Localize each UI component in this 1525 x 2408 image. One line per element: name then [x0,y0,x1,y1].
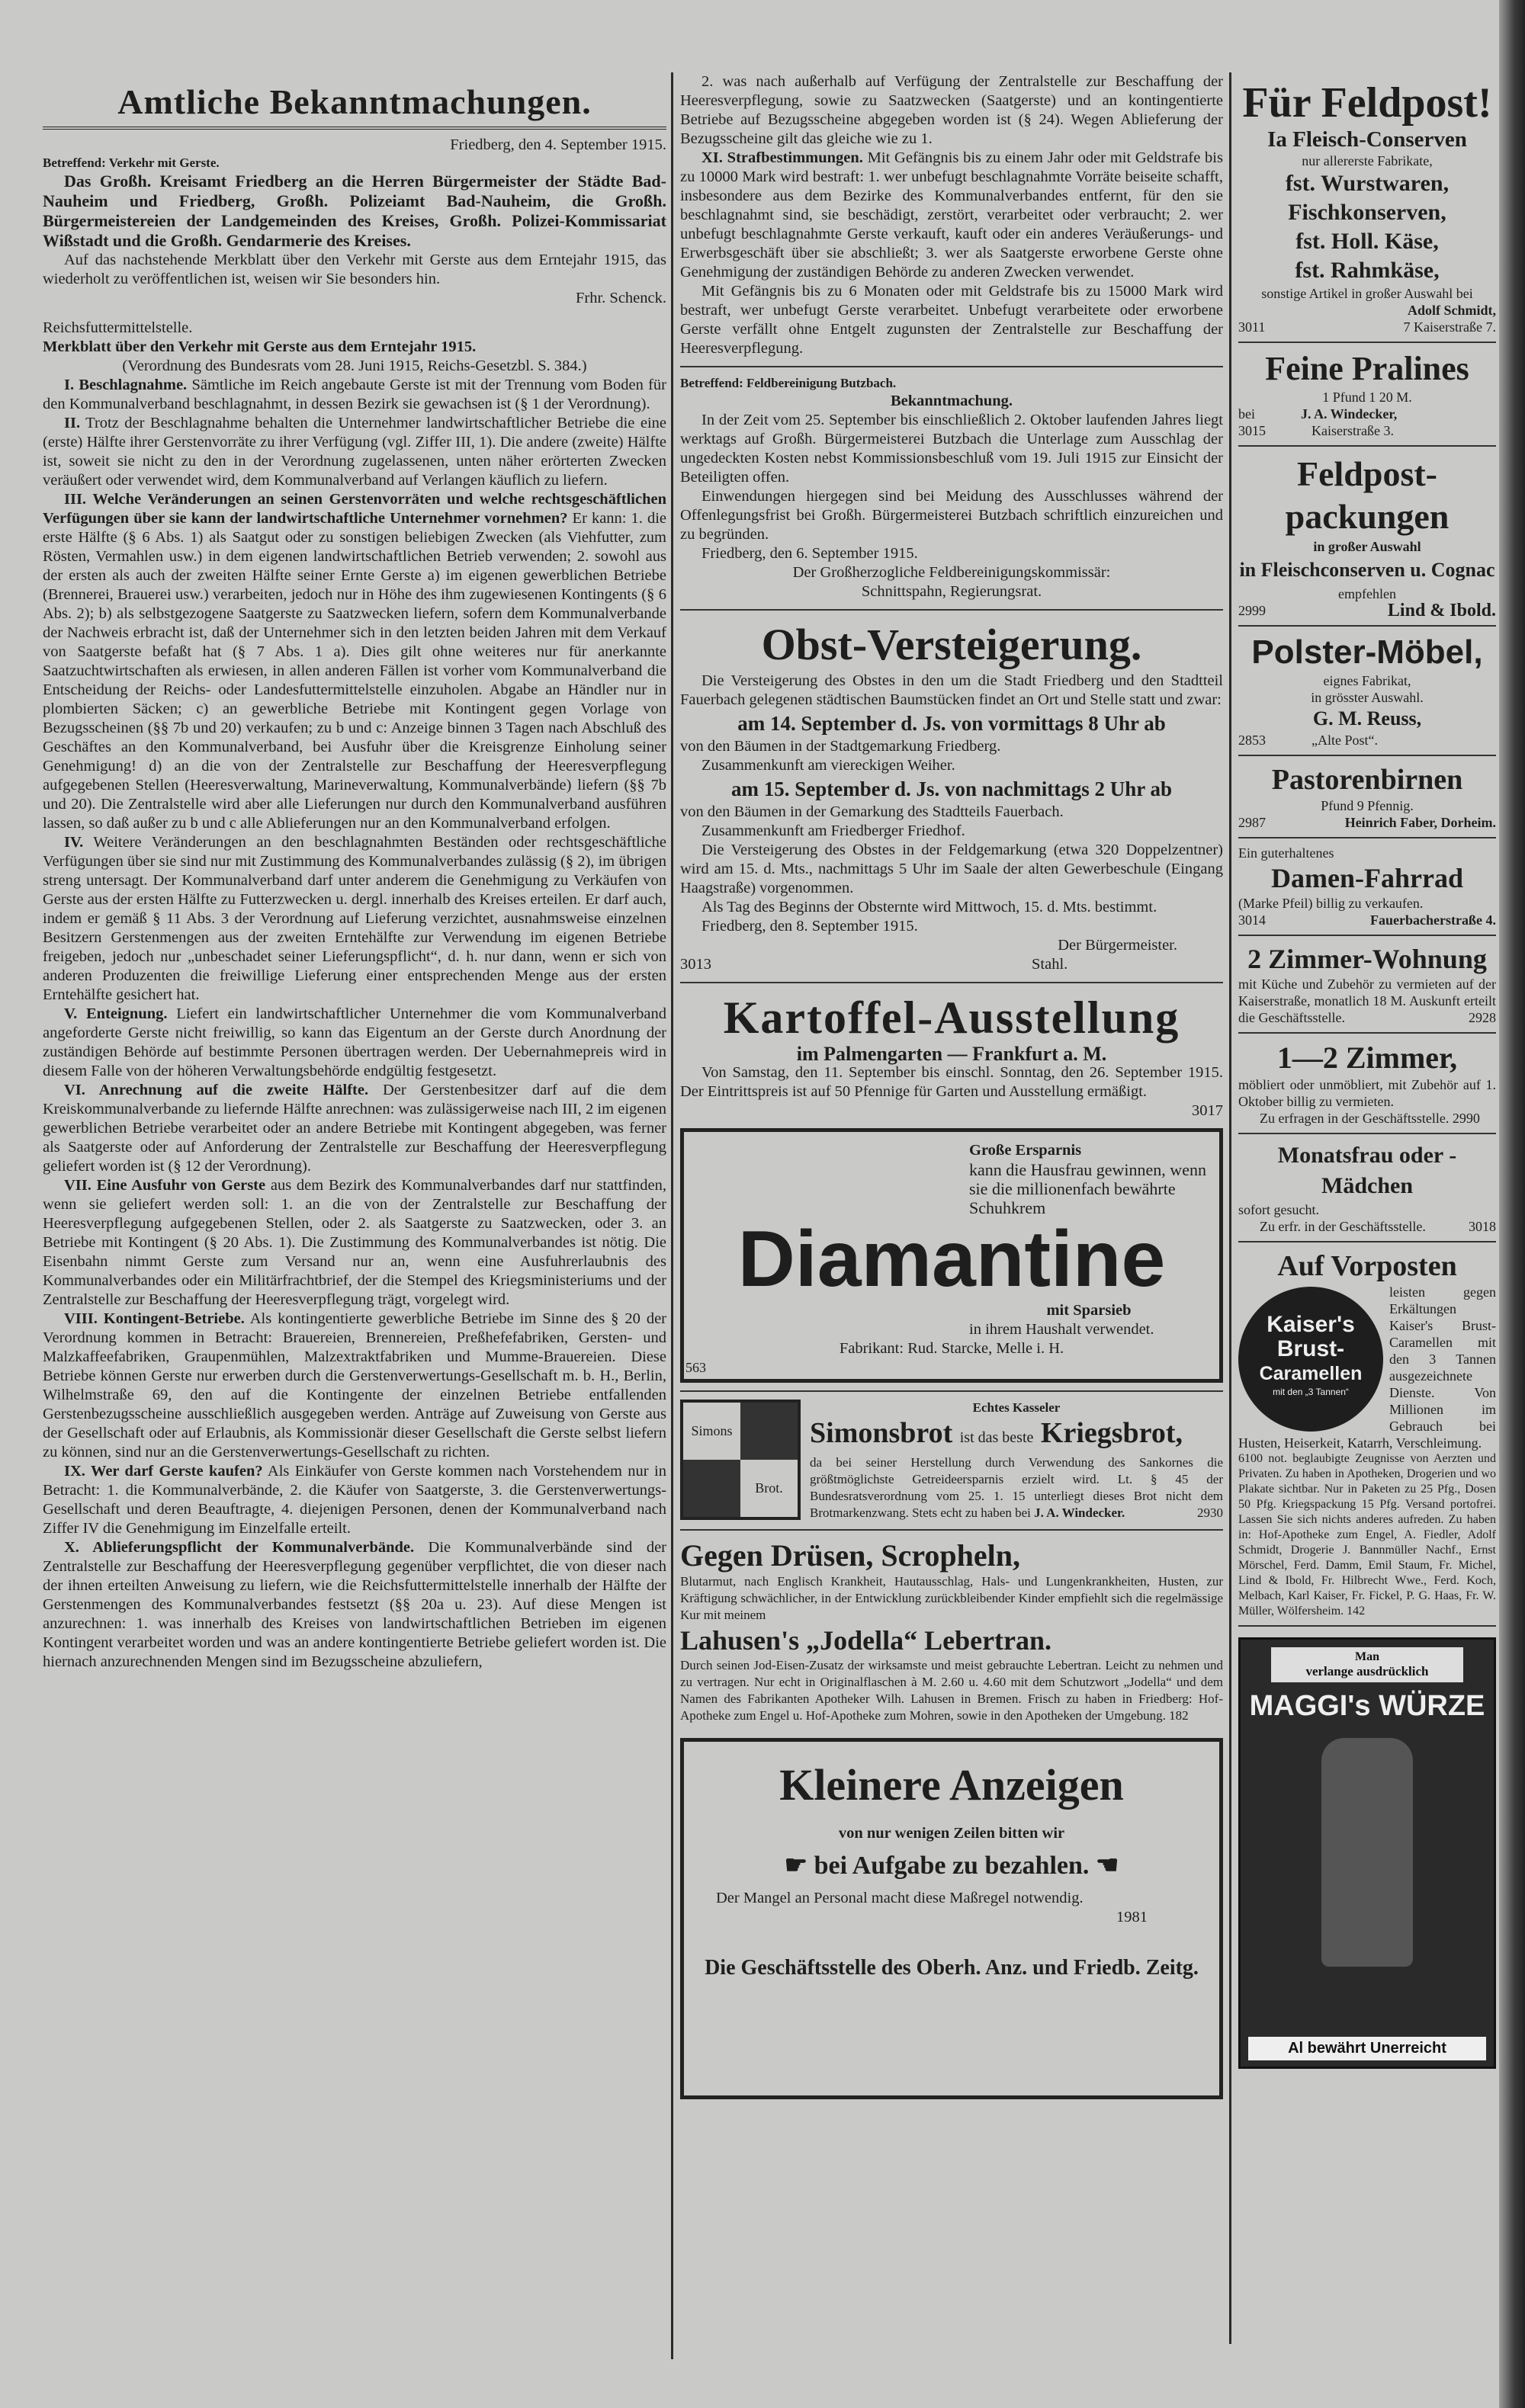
merkblatt-title: Merkblatt über den Verkehr mit Gerste aus dem Erntejahr 1915. [43,338,477,355]
section-head: III. Welche Veränderungen an seinen Gerstenvorräten und welche rechtsgeschäftlichen Verfügungen über sie kann der landwirtschaftliche Unternehmer vornehmen? [43,491,666,527]
ad-text: da bei seiner Herstellung durch Verwendung des Sankornes die größtmöglichste Getreideersparnis erzielt wird. Lt. § 45 der Bundesratsverordnung vom 25. 1. 15 unterliegt dieses Brot nicht dem Brotmarkenzwang. Stets echt zu haben bei [810,1455,1223,1520]
ad-text: fst. Holl. Käse, [1295,229,1439,254]
ad-text: mit Küche und Zubehör zu vermieten auf der Kaiserstraße, monatlich 18 M. Auskunft erteilt die Geschäftsstelle. [1238,976,1496,1025]
middle-column [680,72,1223,2107]
ad-text: Echtes Kasseler [972,1400,1061,1415]
wohnung-ad [1238,936,1496,1034]
ad-text: kann die Hausfrau gewinnen, wenn sie die millionenfach bewährte Schuhkrem [969,1160,1206,1217]
ad-number: 1981 [1116,1909,1148,1925]
ad-title: Polster-Möbel, [1251,633,1483,671]
section-text: Liefert ein landwirtschaftlicher Unternehmer die vom Kommunalverband angeforderte Gerste nicht freiwillig, so kann das Eigentum an der Gerste durch Anordnung der zuständigen Behörde auf bestimmte Personen übertragen werden. Der Uebernahmepreis wird in diesem Falle von der höheren Verwaltungsbehörde endgültig festgesetzt. [43,1005,667,1079]
ad-number: 3018 [1469,1219,1496,1234]
notice-title: Kleinere Anzeigen [779,1760,1124,1810]
subject: Betreffend: Verkehr mit Gerste. [43,156,220,170]
merkblatt-section [43,1176,666,1310]
brand-name: Diamantine [737,1215,1166,1303]
merkblatt-sections [43,376,666,1672]
ad-number: 3014 [1238,912,1266,928]
continued-text: 2. was nach außerhalb auf Verfügung der Zentralstelle zur Beschaffung der Heeresverpflegung, sowie zu Saatzwecken (Saatgerste) und an kontingentierte Betriebe auf Bezugsscheine abgegeben worden ist (§ 24). Wegen Ablieferung der Bezugsscheine gilt das gleiche wie zu 1. [680,73,1223,147]
ad-title: Obst-Versteigerung. [761,620,1142,669]
address: Das Großh. Kreisamt Friedberg an die Herren Bürgermeister der Städte Bad-Nauheim und Friedberg, Großh. Polizeiamt Bad-Nauheim, die Großh. Bürgermeistereien der Landgemeinden des Kreises, Großh. Polizei-Kommissariat Wißstadt und die Großh. Gendarmerie des Kreises. [43,172,666,250]
section-text: Sämtliche im Reich angebaute Gerste ist mit der Trennung vom Boden für den Kommunalverband beschlagnahmt, in dessen Bezirk sie gewachsen ist (§ 1 der Verordnung). [43,377,667,412]
section-head: VII. Eine Ausfuhr von Gerste [64,1177,266,1194]
notice-title: Bekanntmachung. [890,393,1013,409]
maggi-wuerze-ad [1238,1637,1496,2069]
ad-text: möbliert oder unmöbliert, mit Zubehör auf 1. Oktober billig zu vermieten. [1238,1077,1496,1109]
ad-number: 563 [685,1360,706,1375]
ad-number: 3011 [1238,319,1266,335]
section-text: Mit Gefängnis bis zu einem Jahr oder mit Geldstrafe bis zu 10000 Mark wird bestraft: 1. wer unbefugt beschlagnahmte Vorräte beiseite schafft, insbesondere aus dem Bezirke des Kommunalverbandes entfernt, für den sie beschlagnahmt sind, sie beschädigt, zerstört, verarbeitet oder verbraucht; 2. wer unbefugt beschlagnahmte Gerste verkauft, kauft oder ein anderes Veräußerungs- und Erwerbsgeschäft über sie abschließt; 3. wer als Saatgerste erworbene Gerste ohne Genehmigung der zuständigen Behörde zu anderen Zwecken verwendet. [680,149,1223,281]
section-head: IX. Wer darf Gerste kaufen? [64,1463,263,1480]
ad-text: Von Samstag, den 11. September bis einschl. Sonntag, den 26. September 1915. Der Eintrittspreis ist auf 50 Pfennige für Garten und Ausstellung ermäßigt. [680,1064,1223,1100]
ad-number: 3013 [680,956,711,973]
ad-text: Durch seinen Jod-Eisen-Zusatz der wirksamste und meist gebrauchte Lebertran. Leicht zu nehmen und zu vertragen. Nur echt in Originalflaschen à M. 2.60 u. 4.60 mit dem Schutzwort „Jodella“ und dem Namen des Fabrikanten Apotheker Wilh. Lahusen in Bremen. Frisch zu haben in Friedberg: Hof-Apotheke zum Engel u. Hof-Apotheke zum Mohren, sowie in den Apotheken der Umgebung. [680,1658,1223,1723]
section-head: VIII. Kontingent-Betriebe. [64,1310,245,1327]
ad-title: Pastorenbirnen [1271,764,1463,796]
ad-text: Fischkonserven, [1288,200,1446,225]
column-rule [671,72,673,2359]
lebertran-ad [680,1538,1223,1724]
ad-number: 2853 [1238,733,1266,748]
dealer-name: G. M. Reuss, [1312,707,1422,729]
ad-text: Ia Fleisch-Conserven [1267,127,1467,152]
section-head: I. Beschlagnahme. [64,377,188,393]
ad-text: in Fleischconserven u. Cognac [1239,559,1495,581]
section-text: Trotz der Beschlagnahme behalten die Unternehmer landwirtschaftlicher Betriebe die eine (erste) Hälfte ihrer Gerstenvorräte zu ihrer Verfügung (vgl. Ziffer III, 1). Die andere (zweite) Hälfte ist, soweit sie nicht zu den in der Verordnung zugelassenen, unten näher erörterten Zwecken veräußert oder verwendet wird, dem Kommunalverband auf Verlangen käuflich zu liefern. [43,415,666,489]
ad-title: Monatsfrau oder -Mädchen [1277,1143,1457,1198]
pointing-hand-icon: ☛ [784,1852,808,1880]
section-head: V. Enteignung. [64,1005,168,1022]
section-head: VI. Anrechnung auf die zweite Hälfte. [64,1082,369,1098]
subject: Betreffend: Feldbereinigung Butzbach. [680,376,897,390]
intro: Auf das nachstehende Merkblatt über den Verkehr mit Gerste aus dem Erntejahr 1915, das wiederholt zu veröffentlichen ist, weisen wir Sie besonders hin. [43,252,666,287]
zimmer-ad [1238,1034,1496,1134]
signature: Frhr. Schenck. [576,290,666,306]
merkblatt-section [43,1081,666,1176]
section-text: Der Gerstenbesitzer darf auf die dem Kreiskommunalverbande zu liefernde Hälfte anrechnen: was zulässigerweise nach III, 2 im eigenen gewerblichen Betriebe verarbeitet oder an andere Betriebe mit Kontingent abgegeben, was ferner als Saatgerste oder auf Anforderung der Zentralstelle zur Beschaffung der Heeresverpflegung geliefert worden ist (§ 12 der Verordnung). [43,1082,667,1175]
ad-text: Man [1355,1650,1379,1663]
section-text: Als kontingentierte gewerbliche Betriebe im Sinne des § 20 der Verordnung kommen in Betracht: Brauereien, Brennereien, Preßhefefabriken, Gersten- und Malzkaffeefabriken, Graupenmühlen, Malzextraktfabriken und Mumme-Brauereien. Diese Betriebe können Gerste nur erwerben durch die Gerstenverwertungs-Gesellschaft m. b. H., Berlin, Wilhelmstraße 69, den auf die Kontingente der einzelnen Betriebe entfallenden Gerstenbezugsscheine ausschließlich ausgegeben werden. Anträge auf Zuweisung von Gerste aus der Gesellschaft oder auf Erlaubnis, als Kommissionär dieser Gesellschaft die Gerste selbst liefern zu können, sind nur an die Gerstenverwertungs-Gesellschaft zu richten. [43,1310,667,1461]
ad-title: Gegen Drüsen, Scropheln, [680,1538,1020,1573]
ad-title: 1—2 Zimmer, [1276,1040,1458,1075]
logo-text: Brust- [1276,1336,1345,1361]
ad-text: ist das beste [959,1429,1034,1446]
section-head: X. Ablieferungspflicht der Kommunalverbände. [64,1539,415,1556]
dateline: Friedberg, den 4. September 1915. [450,136,666,153]
ad-text: empfehlen [1338,586,1396,601]
section-text: Er kann: 1. die erste Hälfte (§ 6 Abs. 1) als Saatgut oder zu sonstigen beliebigen Zwecken (als Viehfutter, zum Rösten, Vermahlen usw.) in dem eigenen landwirtschaftlichen Betrieb verwenden; 2. sowohl aus der ersten als auch der zweiten Hälfte seiner Ernte Gerste a) im eigenen gewerblichen Betriebe (Brennerei, Brauerei usw.) verarbeiten, jedoch nur in Höhe des ihm zugewiesenen Kontingents (§ 6 Abs. 2); b) als selbstgezogene Saatgerste zu Saatzwecken liefern, sofern dem Kommunalverbande der Nachweis erbracht ist, daß der Unternehmer sich in den letzten beiden Jahren mit dem Verkauf von Saatgerste befaßt hat (§ 7 Abs. 1 a). Dies gilt ohne weiteres nur für anerkannte Saatzuchtwirtschaften als erwiesen, in allen anderen Fällen ist vorher vom Kommunalverband die Entscheidung der Reichs- oder Landesfuttermittelstelle einzuholen. Abgabe an Händler nur in plombierten Säcken; c) an gewerbliche Betriebe mit Kontingent gegen Vorlage von Bezugsscheinen (§§ 7b und 20) verkaufen; zu b und c: Anzeige binnen 3 Tagen nach Abschluß des Geschäftes an den Kommunalverband, bei Ausfuhr über die Kreisgrenze Einholung seiner Genehmigung! d) an die von der Zentralstelle zur Beschaffung der Heeresverpflegung aufgegebenen Stellen (Heeresverwaltung, Marineverwaltung, Kommunalverbände) liefern (§§ 7b und 20). Die Zentralstelle wird aber alle Lieferungen nur durch den Kommunalverband ausführen lassen, so daß außer zu b und c alle Ablieferungen nur an den Kommunalverband erfolgen. [43,510,667,832]
notice-text: In der Zeit vom 25. September bis einschließlich 2. Oktober laufenden Jahres liegt werktags auf Großh. Bürgermeisterei Butzbach die Unterlage zum Ausschlag der ungedeckten Kosten nebst Kommissionsbeschluß vom 19. Juli 1915 zur Einsicht der Beteiligten offen. [680,412,1223,486]
section-text: aus dem Bezirk des Kommunalverbandes darf nur stattfinden, wenn sie geliefert werden soll: 1. an die von der Zentralstelle zur Beschaffung der Heeresverpflegung aufgegebenen Stellen, oder 2. als Saatgerste zu Saatzwecken, oder 3. an Betriebe mit Kontingent (§ 20 Abs. 1). Die Zustimmung des Kommunalverbandes ist nötig. Die Eisenbahn nimmt Gerste zum Versand nur an, wenn eine Ausfuhrerlaubnis des Kommunalverbandes oder ein Militärfrachtbrief, der die Stempel des Kriegsministeriums und der Zentralstelle zur Beschaffung der Heeresverpflegung trägt, vorgelegt wird. [43,1177,667,1308]
ad-slogan: Al bewährt Unerreicht [1248,2037,1486,2060]
ad-number: 182 [1169,1708,1189,1723]
ad-number: 2990 [1452,1111,1480,1126]
kaisers-logo [1238,1287,1383,1432]
merkblatt-section [43,414,666,490]
authority: Reichsfuttermittelstelle. [43,319,193,336]
brand-name: Lahusen's „Jodella“ Lebertran. [680,1625,1052,1656]
section-text: Mit Gefängnis bis zu 6 Monaten oder mit Geldstrafe bis zu 15000 Mark wird bestraft, wer unbefugt Gerste verarbeitet. Unbefugt verarbeitete oder erworbene Gerste verfällt ohne Entgelt zugunsten der Zentralstelle zur Beschaffung der Heeresverpflegung. [680,283,1223,357]
ad-signature: Stahl. [1032,956,1068,973]
pralines-ad [1238,343,1496,447]
ad-maker: Fabrikant: Rud. Starcke, Melle i. H. [839,1340,1064,1357]
notice-footer: Die Geschäftsstelle des Oberh. Anz. und Friedb. Zeitg. [705,1956,1199,1980]
kaisers-brust-caramellen-ad [1238,1242,1496,1627]
kleinere-anzeigen-notice [680,1738,1223,2099]
ad-text: in ihrem Haushalt verwendet. [969,1321,1154,1338]
ad-text: Pfund 9 Pfennig. [1321,798,1414,813]
section-text: Weitere Veränderungen an den beschlagnahmten Beständen oder rechtsgeschäftliche Verfügungen über sie sind nur mit Zustimmung des Kommunalverbandes zulässig (§ 2), im übrigen streng untersagt. Der Kommunalverband darf unter anderem die Genehmigung zu Verkäufen von Gerste aus der ersten Hälfte zu Futterzwecken u. dergl. innerhalb des Kreises erteilen. Er darf auch, indem er gemäß § 11 Abs. 3 der Verordnung auf Lieferung verzichtet, ausnahmsweise einzelnen Besitzern Gerstenmengen aus der zweiten Erntehälfte zur Verwendung im eigenen Betriebe freigeben, jedoch nur „unbeschadet seiner Lieferungspflicht“, d. h. nur dann, wenn er sich von anderen Produzenten die freiwillige Lieferung einer entsprechenden Menge aus der ersten Erntehälfte gesichert hat. [43,834,666,1003]
ad-title: Feldpost-packungen [1285,454,1450,536]
obst-versteigerung-ad [680,618,1223,974]
notice-signature: Schnittspahn, Regierungsrat. [861,583,1042,600]
ad-text: Die Versteigerung des Obstes in der Feldgemarkung (etwa 320 Doppelzentner) wird am 15. d. Mts., nachmittags 5 Uhr im Saale der alten Gewerbeschule (Eingang Haagstraße) vorgenommen. [680,842,1223,896]
section-head: IV. [64,834,84,851]
merkblatt-section [43,833,666,1005]
ad-title: Feine Pralines [1265,350,1469,387]
notice-text: bei Aufgabe zu bezahlen. [814,1852,1090,1880]
notice-date: Friedberg, den 6. September 1915. [702,545,918,562]
ad-date: am 15. September d. Js. von nachmittags 2 Uhr ab [730,778,1173,800]
notice-signature: Der Großherzogliche Feldbereinigungskommissär: [792,564,1111,581]
ad-text: mit Sparsieb [1046,1302,1132,1319]
simonsbrot-logo [680,1400,801,1520]
ad-title: Für Feldpost! [1242,79,1492,127]
dealer-address: Fauerbacherstraße 4. [1370,912,1496,928]
ad-date: Friedberg, den 8. September 1915. [702,918,918,935]
damen-fahrrad-ad [1238,838,1496,936]
ad-text: leisten gegen Erkältungen Kaiser's Brust-Caramellen mit den 3 Tannen ausgezeichnete Dienste. Von Millionen im Gebrauch bei Husten, Heiserkeit, Katarrh, Verschleimung. [1238,1284,1496,1451]
logo-text: Caramellen [1259,1363,1363,1384]
column-rule [1229,72,1231,2344]
ad-title: Auf Vorposten [1277,1250,1457,1282]
ad-text: Als Tag des Beginns der Obsternte wird Mittwoch, 15. d. Mts. bestimmt. [702,899,1157,915]
ad-text: von den Bäumen in der Gemarkung des Stadtteils Fauerbach. [680,803,1064,820]
ad-text: Große Ersparnis [969,1142,1082,1159]
ad-number: 3017 [1192,1102,1223,1119]
monatsfrau-ad [1238,1134,1496,1242]
dealer-name: Heinrich Faber, Dorheim. [1344,815,1496,830]
ad-text: Die Versteigerung des Obstes in den um die Stadt Friedberg und den Stadtteil Fauerbach gelegenen städtischen Baumstücken findet an Ort und Stelle statt und zwar: [680,672,1223,708]
merkblatt-section [43,490,666,833]
merkblatt-section [43,1005,666,1081]
dealer-name: Lind & Ibold. [1387,601,1496,620]
section-title: Amtliche Bekanntmachungen. [43,72,666,130]
feldpostpackungen-ad [1238,447,1496,627]
ad-text: in grösster Auswahl. [1311,690,1424,705]
dealer-name: Adolf Schmidt, [1407,303,1496,318]
ad-text: (Marke Pfeil) billig zu verkaufen. [1238,896,1424,911]
merkblatt-section [43,376,666,414]
logo-text: Kaiser's [1267,1312,1355,1337]
ad-number: 3015 [1238,423,1266,438]
section-text: Als Einkäufer von Gerste kommen nach Vorstehendem nur in Betracht: 1. die Kommunalverbände, 2. die Käufer von Saatgerste, 3. die Gerstenverwertungs-Gesellschaft und deren Beauftragte, 4. diejenigen Personen, denen der Kommunalverband nach Ziffer IV die Genehmigung im Einzelfalle erteilt. [43,1463,666,1537]
ad-text: Zusammenkunft am viereckigen Weiher. [702,757,955,774]
ad-text: fst. Wurstwaren, [1285,171,1450,196]
ad-text: verlange ausdrücklich [1305,1664,1429,1679]
merkblatt-section [43,1462,666,1538]
ad-date: am 14. September d. Js. von vormittags 8 Uhr ab [737,712,1166,735]
ad-text: sofort gesucht. [1238,1202,1319,1217]
notice-text: Der Mangel an Personal macht diese Maßregel notwendig. [716,1890,1084,1906]
notice-text: Einwendungen hiergegen sind bei Meidung des Ausschlusses während der Offenlegungsfrist bei Großh. Bürgermeisterei Butzbach schriftlich einzureichen und zu begründen. [680,488,1223,543]
merkblatt-ref: (Verordnung des Bundesrats vom 28. Juni 1915, Reichs-Gesetzbl. S. 384.) [122,358,587,374]
ad-title: Damen-Fahrrad [1271,863,1463,893]
ad-text: Zu erfragen in der Geschäftsstelle. [1260,1111,1450,1126]
section-head: XI. Strafbestimmungen. [702,149,863,166]
ad-text: Blutarmut, nach Englisch Krankheit, Hautausschlag, Hals- und Lungenkrankheiten, Husten, zur Kräftigung schwächlicher, in der Entwicklung zurückbleibender Kinder empfiehlt sich die regelmässige Kur mit meinem [680,1574,1223,1622]
ad-price: 1 Pfund 1 20 M. [1322,390,1412,405]
ad-text: Zusammenkunft am Friedberger Friedhof. [702,822,965,839]
ad-signature: Der Bürgermeister. [1058,937,1177,954]
dealer-address: „Alte Post“. [1312,733,1378,748]
ad-number: 142 [1347,1605,1366,1618]
ad-text: bei [1238,406,1255,422]
dealer-address: Kaiserstraße 3. [1312,423,1394,438]
official-notices-column [43,72,666,1672]
logo-text: mit den „3 Tannen“ [1273,1387,1349,1397]
page-edge-shadow [1499,0,1525,2408]
bottle-illustration [1321,1738,1413,1967]
section-text: Die Kommunalverbände sind der Zentralstelle zur Beschaffung der Heeresverpflegung gegenüber verpflichtet, die von dieser nach der ihnen erteilten Anweisung zu liefern, wie die Reichsfuttermittelstelle innerhalb der Hälfte der Gerstenmengen des Kommunalverbandes festsetzt (§§ 20a u. 23). Auf diese Mengen ist anzurechnen: 1. was innerhalb des Kreises von landwirtschaftlichen Betrieben im eigenen Kontingent verarbeitet worden und was an andere kontingentierte Betriebe geliefert worden ist. Die hiernach anzurechnenden Mengen sind im Bezugsscheine abzuliefern, [43,1539,666,1670]
brand-name: Simonsbrot [810,1417,953,1449]
logo-text: Simons [691,1423,733,1438]
ad-text: eignes Fabrikat, [1323,673,1411,688]
ad-title: Kartoffel-Ausstellung [723,992,1180,1043]
ad-number: 2928 [1469,1010,1496,1025]
brand-name: MAGGI's WÜRZE [1249,1690,1485,1722]
merkblatt-section [43,1538,666,1672]
ad-text: von den Bäumen in der Stadtgemarkung Friedberg. [680,738,1001,755]
pointing-hand-icon: ☚ [1095,1852,1119,1880]
ad-text: nur allererste Fabrikate, [1302,153,1433,168]
diamantine-ad [680,1128,1223,1383]
ad-title: 2 Zimmer-Wohnung [1247,944,1487,974]
merkblatt-section [43,1310,666,1462]
ad-number: 2987 [1238,815,1266,830]
simonsbrot-ad [680,1400,1223,1521]
ad-text: Ein guterhaltenes [1238,845,1334,861]
ad-text: in großer Auswahl [1313,539,1421,554]
dealer-address: 7 Kaiserstraße 7. [1403,319,1496,335]
ad-subtitle: im Palmengarten — Frankfurt a. M. [796,1043,1107,1065]
notice-text: von nur wenigen Zeilen bitten wir [838,1825,1065,1842]
ad-number: 2930 [1197,1505,1223,1520]
ad-text: sonstige Artikel in großer Auswahl bei [1261,286,1473,301]
section-head: II. [64,415,81,431]
ad-text: 6100 not. beglaubigte Zeugnisse von Aerzten und Privaten. Zu haben in Apotheken, Drogerien und wo Plakate sichtbar. Nur in Paketen zu 25 Pfg., Dosen 50 Pfg. Kriegspackung 15 Pfg. Versand portofrei. Lassen Sie sich nichts anderes aufreden. Zu haben in: Hof-Apotheke zum Engel, A. Fiedler, Adolf Schmidt, Drogerie J. Bannmüller Nachf., Ernst Mörschel, Ferd. Damm, Emil Staum, Fr. Michel, Lind & Ibold, Fr. Hilbrecht Wwe., Ferd. Koch, Melbach, Karl Kaiser, Fr. Fickel, P. G. Haas, Fr. W. Müller, Wölfersheim. [1238,1452,1496,1618]
pastorenbirnen-ad [1238,756,1496,838]
ad-text: Zu erfr. in der Geschäftsstelle. [1260,1219,1426,1234]
feldpost-ad [1238,72,1496,343]
ads-column [1238,72,1496,2069]
ad-claim: Kriegsbrot, [1040,1417,1183,1449]
polster-moebel-ad [1238,627,1496,756]
kartoffel-ausstellung-ad [680,991,1223,1121]
dealer-name: J. A. Windecker, [1301,406,1398,422]
ad-text: fst. Rahmkäse, [1295,258,1440,283]
logo-text: Brot. [755,1480,783,1496]
ad-number: 2999 [1238,603,1266,618]
dealer-name: J. A. Windecker. [1034,1505,1125,1520]
